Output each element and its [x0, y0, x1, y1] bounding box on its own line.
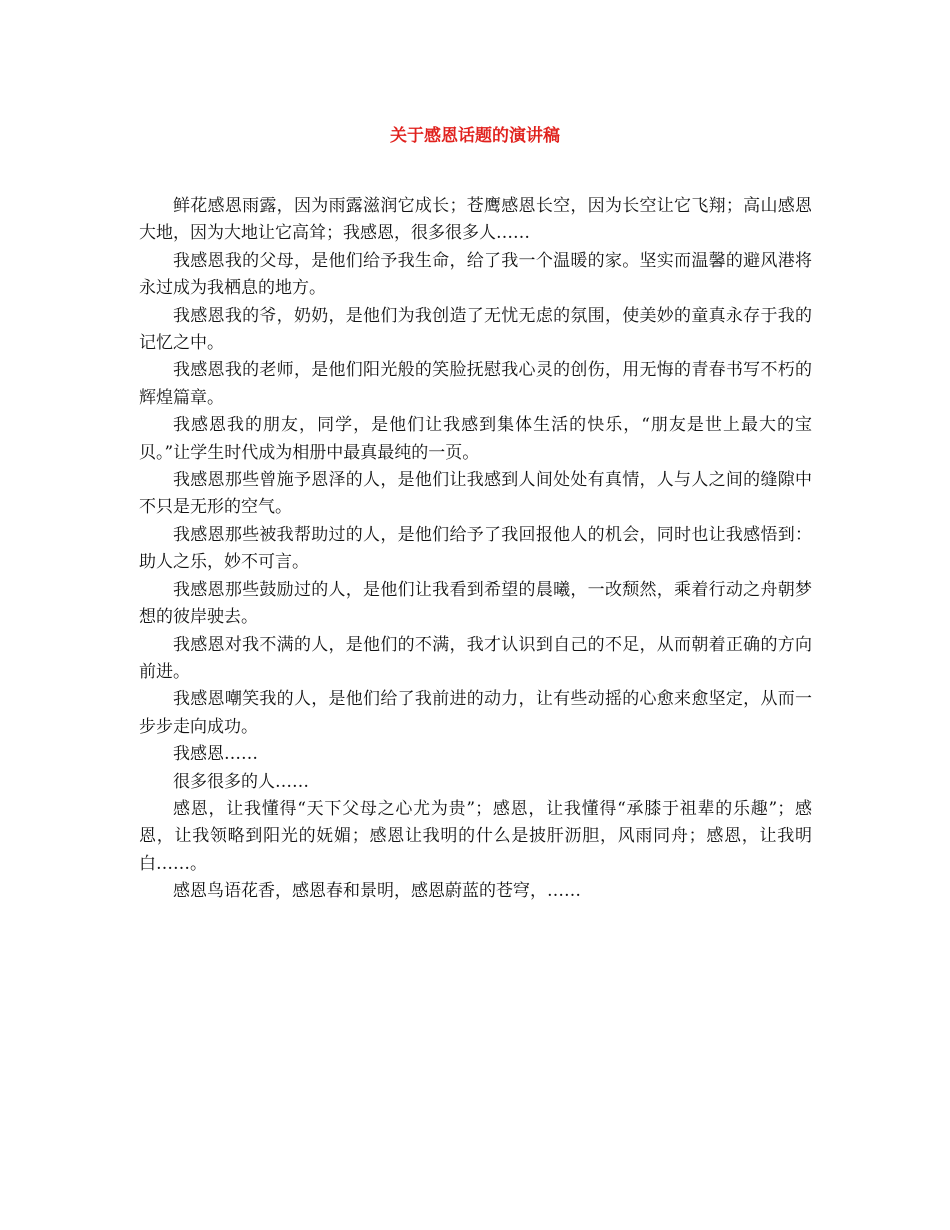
paragraph: 我感恩嘲笑我的人，是他们给了我前进的动力，让有些动摇的心愈来愈坚定，从而一步步走向成功。: [139, 689, 812, 737]
paragraph: 很多很多的人……: [173, 771, 309, 792]
paragraph: 鲜花感恩雨露，因为雨露滋润它成长；苍鹰感恩长空，因为长空让它飞翔；高山感恩大地，因为大地让它高耸；我感恩，很多很多人……: [139, 196, 812, 244]
paragraph: 我感恩那些鼓励过的人，是他们让我看到希望的晨曦，一改颓然，乘着行动之舟朝梦想的彼岸驶去。: [139, 579, 812, 628]
page-title: 关于感恩话题的演讲稿: [390, 126, 560, 146]
paragraph: 我感恩那些曾施予恩泽的人，是他们让我感到人间处处有真情，人与人之间的缝隙中不只是无形的空气。: [139, 470, 812, 518]
paragraph: 我感恩我的朋友，同学，是他们让我感到集体生活的快乐，“朋友是世上最大的宝贝。”让学生时代成为相册中最真最纯的一页。: [139, 415, 812, 463]
paragraph: 我感恩那些被我帮助过的人，是他们给予了我回报他人的机会，同时也让我感悟到：助人之乐，妙不可言。: [139, 524, 812, 573]
paragraph: 我感恩……: [173, 744, 258, 765]
paragraph: 感恩，让我懂得“天下父母之心尤为贵”；感恩，让我懂得“承膝于祖辈的乐趣”；感恩，让我领略到阳光的妩媚；感恩让我明的什么是披肝沥胆，风雨同舟；感恩，让我明白……。: [139, 798, 812, 874]
paragraph: 我感恩对我不满的人，是他们的不满，我才认识到自己的不足，从而朝着正确的方向前进。: [139, 634, 812, 682]
paragraph: 我感恩我的父母，是他们给予我生命，给了我一个温暖的家。坚实而温馨的避风港将永过成为我栖息的地方。: [139, 250, 812, 299]
paragraph: 我感恩我的爷，奶奶，是他们为我创造了无忧无虑的氛围，使美妙的童真永存于我的记忆之中。: [139, 305, 812, 354]
document-body: [139, 193, 812, 906]
paragraph: 我感恩我的老师，是他们阳光般的笑脸抚慰我心灵的创伤，用无悔的青春书写不朽的辉煌篇章。: [139, 360, 812, 408]
paragraph: 感恩鸟语花香，感恩春和景明，感恩蔚蓝的苍穹，……: [173, 881, 581, 902]
